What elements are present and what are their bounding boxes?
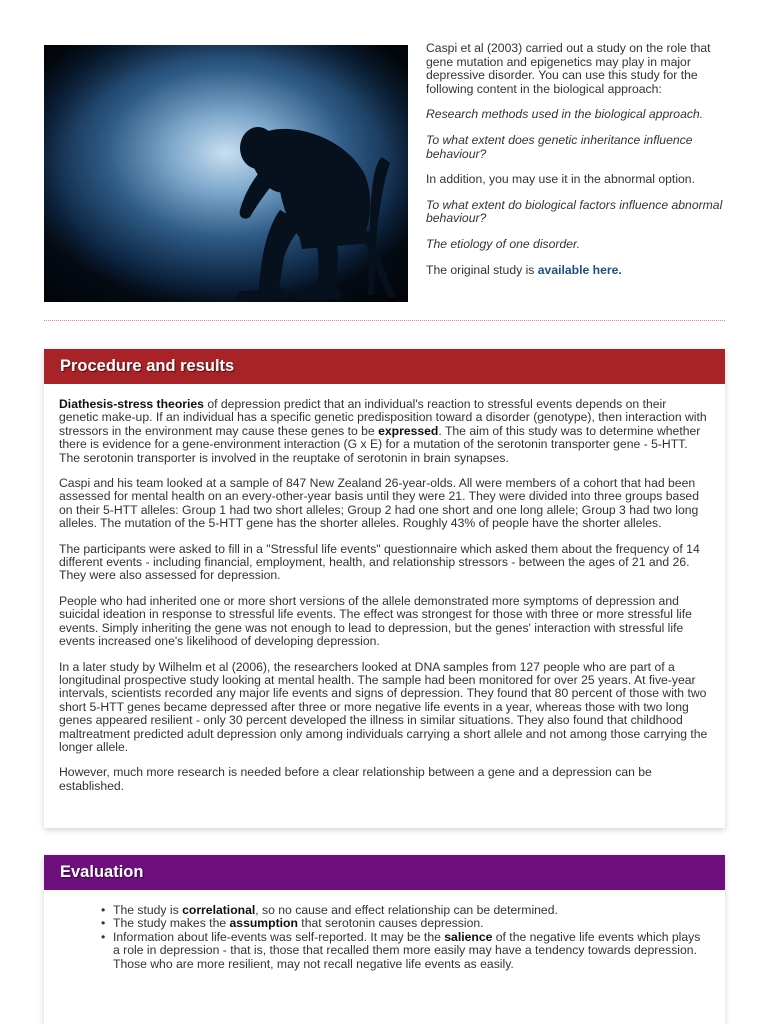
list-item	[113, 917, 708, 930]
text-span: , so no cause and effect relationship can be determined.	[255, 903, 558, 917]
procedure-body	[44, 384, 725, 805]
text-span: that serotonin causes depression.	[297, 916, 484, 931]
available-here-link[interactable]: available here.	[537, 262, 622, 277]
intro-abnormal-note: In addition, you may use it in the abnormal option.	[426, 172, 695, 187]
depressed-figure-image	[44, 45, 408, 302]
intro-text	[426, 42, 732, 289]
evaluation-body	[44, 890, 725, 983]
bold-term: salience	[444, 929, 493, 944]
intro-original-study	[426, 264, 732, 278]
list-item	[113, 931, 708, 971]
bold-term: Diathesis-stress theories	[59, 397, 204, 411]
original-study-prefix: The original study is	[426, 262, 538, 277]
evaluation-section	[44, 855, 725, 1024]
text-span: of depression predict that an individual's reaction to stressful events depends on their genetic make-up. If an individual has a specific genetic predisposition toward a disorder (genotype), then interaction with stressors in the environment may cause these genes to be	[59, 397, 707, 438]
bold-term: assumption	[229, 916, 298, 931]
evaluation-list	[59, 904, 708, 971]
evaluation-header: Evaluation	[44, 855, 725, 890]
bold-term: correlational	[182, 903, 256, 917]
intro-etiology: The etiology of one disorder.	[426, 236, 581, 251]
intro-biological-question: To what extent do biological factors influence abnormal behaviour?	[426, 197, 723, 226]
text-span: The study is	[113, 903, 183, 917]
questionnaire-paragraph: The participants were asked to fill in a "Stressful life events" questionnaire which asked them about the frequency of 14 different events - including financial, employment, health, and relationship stressors - between the ages of 21 and 26. They were also assessed for depression.	[59, 541, 700, 583]
wilhelm-paragraph: In a later study by Wilhelm et al (2006), the researchers looked at DNA samples from 127 people who are part of a longitudinal prospective study looking at mental health. The sample had been monitored for over 25 years. At five-year intervals, scientists recorded any major life events and signs of depression. They found that 80 percent of those with two short 5-HTT genes became depressed after three or more negative life events in a year, whereas those with two long genes appeared resilient - only 30 percent developed the illness in similar situations. They also found that childhood maltreatment predicted adult depression only among individuals carrying a short allele and not among those carrying the longer allele.	[59, 659, 708, 754]
bold-term: expressed	[378, 423, 439, 438]
text-span: Information about life-events was self-reported. It may be the	[113, 929, 445, 944]
text-span: . The aim of this study was to determine whether there is evidence for a gene-environment interaction (G x E) for a mutation of the serotonin transporter gene - 5-HTT. The serotonin transporter is involved in the reuptake of serotonin in brain synapses.	[59, 423, 701, 465]
dotted-divider	[44, 320, 725, 321]
conclusion-paragraph: However, much more research is needed before a clear relationship between a gene and a depression can be established.	[59, 765, 652, 793]
text-span: The study makes the	[113, 916, 230, 931]
diathesis-paragraph	[59, 398, 708, 465]
results-paragraph: People who had inherited one or more short versions of the allele demonstrated more symptoms of depression and suicidal ideation in response to stressful life events. The effect was strongest for those with three or more stressful life events. Simply inheriting the gene was not enough to lead to depression, but the genes' interaction with stressful life events increased one's likelihood of developing depression.	[59, 593, 692, 649]
text-span: of the negative life events which plays a role in depression - that is, those that recalled them more easily may have a tendency towards depression. Those who are more resilient, may not recall negative life events as easily.	[113, 929, 701, 971]
procedure-section	[44, 349, 725, 828]
procedure-header: Procedure and results	[44, 349, 725, 384]
silhouette-illustration	[44, 45, 408, 302]
sample-paragraph: Caspi and his team looked at a sample of 847 New Zealand 26-year-olds. All were members of a cohort that had been assessed for mental health on an every-other-year basis until they were 21. They were divided into three groups based on their 5-HTT alleles: Group 1 had two short alleles; Group 2 had one short and one long allele; Group 3 had two long alleles. The mutation of the 5-HTT gene has the shorter alleles. Roughly 43% of people have the shorter alleles.	[59, 476, 699, 531]
list-item	[113, 904, 708, 917]
intro-paragraph: Caspi et al (2003) carried out a study on the role that gene mutation and epigenetics may play in major depressive disorder. You can use this study for the following content in the biological approach:	[426, 41, 711, 96]
intro-genetic-question: To what extent does genetic inheritance influence behaviour?	[426, 132, 693, 161]
intro-research-methods: Research methods used in the biological approach.	[426, 107, 704, 122]
